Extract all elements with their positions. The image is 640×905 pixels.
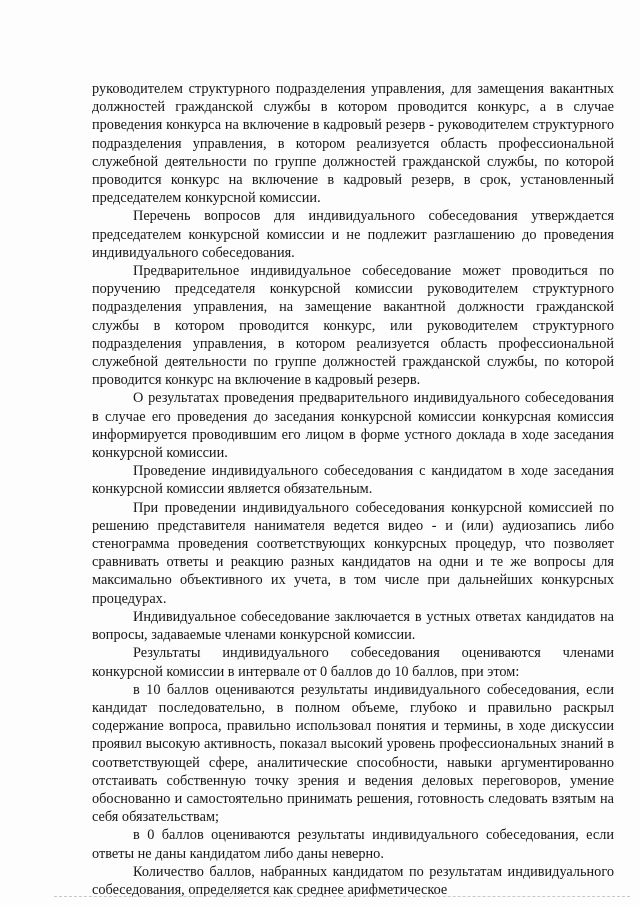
document-body [92,80,614,899]
paragraph-points-average: Количество баллов, набранных кандидатом по результатам индивидуального собеседования, определяется как среднее арифметическое [92,863,614,898]
paragraph-interview-mandatory: Проведение индивидуального собеседования с кандидатом в ходе заседания конкурсной комиссии является обязательным. [92,463,614,498]
scan-edge-divider [54,896,630,897]
paragraph-preliminary-results: О результатах проведения предварительного индивидуального собеседования в случае его проведения до заседания конкурсной комиссии конкурсная комиссия информируется проводившим его лицом в форме устного доклада в ходе заседания конкурсной комиссии. [92,390,614,462]
paragraph-ten-points: в 10 баллов оцениваются результаты индивидуального собеседования, если кандидат последовательно, в полном объеме, глубоко и правильно раскрыл содержание вопроса, правильно использовал понятия и термины, в ходе дискуссии проявил высокую активность, показал высокий уровень профессиональных знаний в соответствующей сфере, аналитические способности, навыки аргументированно отстаивать собственную точку зрения и ведения деловых переговоров, умение обоснованно и самостоятельно принимать решения, готовность следовать взятым на себя обязательствам; [92,681,614,826]
paragraph-continuation: руководителем структурного подразделения управления, для замещения вакантных должностей гражданской службы в котором проводится конкурс, а в случае проведения конкурса на включение в кадровый резерв - руководителем структурного подразделения управления, в котором реализуется область профессиональной служебной деятельности по группе должностей гражданской службы, по которой проводится конкурс на включение в кадровый резерв, в срок, установленный председателем конкурсной комиссии. [92,81,614,207]
paragraph-oral-answers: Индивидуальное собеседование заключается в устных ответах кандидатов на вопросы, задаваемые членами конкурсной комиссии. [92,608,614,644]
paragraph-scoring: Результаты индивидуального собеседования оцениваются членами конкурсной комиссии в интервале от 0 баллов до 10 баллов, при этом: [92,645,614,680]
paragraph-recording: При проведении индивидуального собеседования конкурсной комиссией по решению представителя нанимателя ведется видео - и (или) аудиозапись либо стенограмма проведения соответствующих конкурсных процедур, что позволяет сравнивать ответы и реакцию разных кандидатов на одни и те же вопросы для максимально объективного их учета, в том числе при дальнейших конкурсных процедурах. [92,499,614,607]
paragraph-preliminary-interview: Предварительное индивидуальное собеседование может проводиться по поручению председателя конкурсной комиссии руководителем структурного подразделения управления, на замещение вакантной должности гражданской службы в котором проводится конкурс, или руководителем структурного подразделения управления, в котором реализуется область профессиональной служебной деятельности по группе должностей гражданской службы, по которой проводится конкурс на включение в кадровый резерв. [92,263,614,389]
paragraph-zero-points: в 0 баллов оцениваются результаты индивидуального собеседования, если ответы не даны кандидатом либо даны неверно. [92,827,614,862]
paragraph-question-list: Перечень вопросов для индивидуального собеседования утверждается председателем конкурсной комиссии и не подлежит разглашению до проведения индивидуального собеседования. [92,208,614,261]
